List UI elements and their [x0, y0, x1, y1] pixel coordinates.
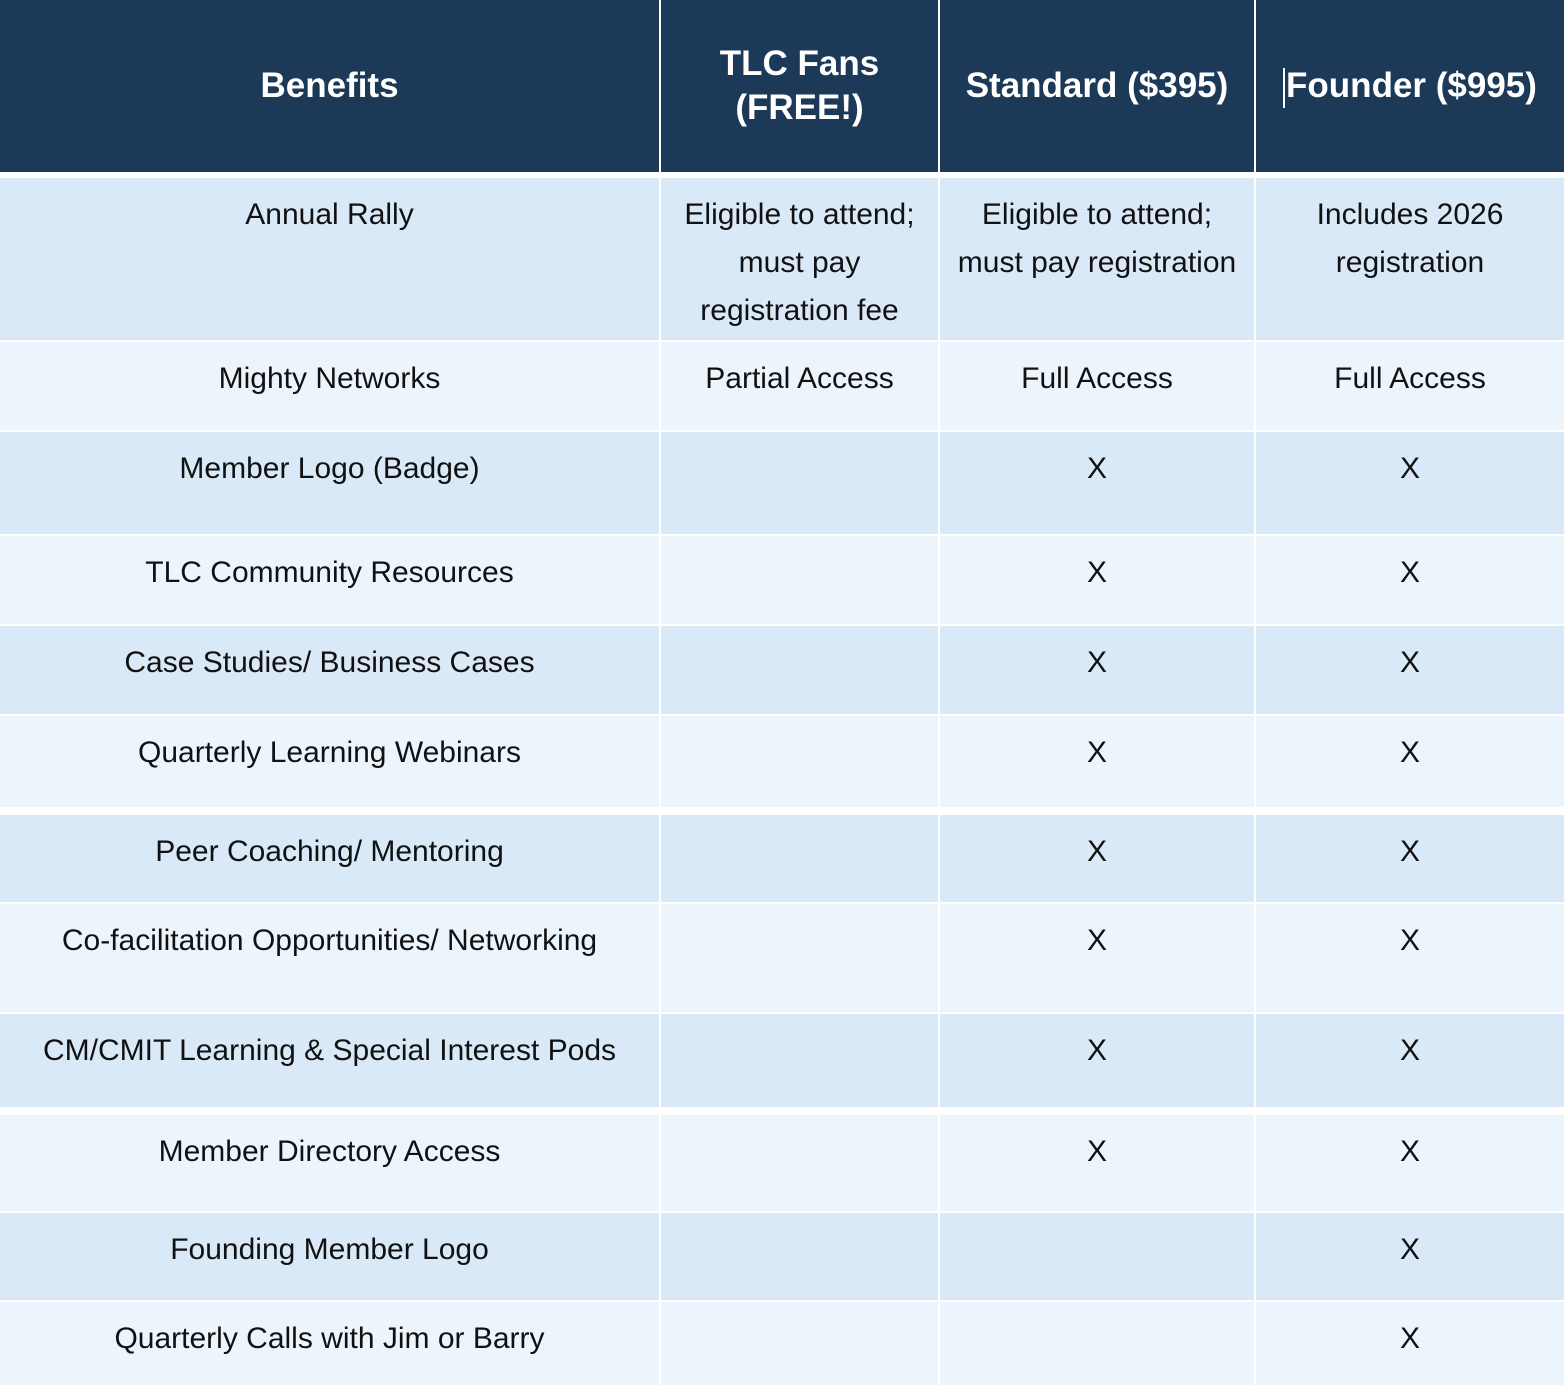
- tlc-fans-cell: [660, 811, 939, 903]
- tlc-fans-cell: [660, 431, 939, 535]
- benefit-cell: Case Studies/ Business Cases: [0, 625, 660, 715]
- founder-cell: X: [1255, 903, 1564, 1013]
- header-benefits: Benefits: [0, 0, 660, 175]
- founder-cell: X: [1255, 1111, 1564, 1212]
- benefit-cell: Quarterly Calls with Jim or Barry: [0, 1301, 660, 1386]
- founder-cell: X: [1255, 535, 1564, 625]
- benefit-cell: CM/CMIT Learning & Special Interest Pods: [0, 1013, 660, 1111]
- tlc-fans-cell: [660, 1111, 939, 1212]
- benefit-cell: Co-facilitation Opportunities/ Networking: [0, 903, 660, 1013]
- table-row: [0, 1212, 1564, 1301]
- benefit-cell: Member Logo (Badge): [0, 431, 660, 535]
- header-founder-label: Founder ($995): [1286, 66, 1537, 105]
- standard-cell: X: [939, 1111, 1255, 1212]
- founder-cell: X: [1255, 811, 1564, 903]
- founder-cell: X: [1255, 1013, 1564, 1111]
- founder-cell: X: [1255, 1301, 1564, 1386]
- tlc-fans-cell: [660, 625, 939, 715]
- tlc-fans-cell: [660, 1301, 939, 1386]
- founder-cell: Full Access: [1255, 341, 1564, 431]
- table-row: [0, 341, 1564, 431]
- standard-cell: X: [939, 1013, 1255, 1111]
- tlc-fans-cell: [660, 715, 939, 811]
- table-row: [0, 903, 1564, 1013]
- table-row: [0, 625, 1564, 715]
- benefit-cell: Quarterly Learning Webinars: [0, 715, 660, 811]
- tlc-fans-cell: [660, 535, 939, 625]
- founder-cell: X: [1255, 431, 1564, 535]
- tlc-fans-cell: [660, 903, 939, 1013]
- table-row: [0, 715, 1564, 811]
- table-row: [0, 175, 1564, 341]
- table-row: [0, 431, 1564, 535]
- standard-cell: X: [939, 811, 1255, 903]
- standard-cell: Full Access: [939, 341, 1255, 431]
- benefit-cell: Mighty Networks: [0, 341, 660, 431]
- founder-cell: Includes 2026 registration: [1255, 175, 1564, 341]
- founder-cell: X: [1255, 715, 1564, 811]
- header-row: [0, 0, 1564, 175]
- table-row: [0, 1111, 1564, 1212]
- tlc-fans-cell: Eligible to attend; must pay registration fee: [660, 175, 939, 341]
- standard-cell: Eligible to attend; must pay registration: [939, 175, 1255, 341]
- tlc-fans-cell: Partial Access: [660, 341, 939, 431]
- table-row: [0, 811, 1564, 903]
- benefit-cell: TLC Community Resources: [0, 535, 660, 625]
- table-row: [0, 1301, 1564, 1386]
- benefit-cell: Annual Rally: [0, 175, 660, 341]
- benefit-cell: Founding Member Logo: [0, 1212, 660, 1301]
- header-standard: Standard ($395): [939, 0, 1255, 175]
- text-cursor: [1283, 68, 1285, 108]
- benefit-cell: Peer Coaching/ Mentoring: [0, 811, 660, 903]
- header-founder: [1255, 0, 1564, 175]
- benefit-cell: Member Directory Access: [0, 1111, 660, 1212]
- header-tlc-fans: TLC Fans (FREE!): [660, 0, 939, 175]
- standard-cell: [939, 1212, 1255, 1301]
- standard-cell: X: [939, 625, 1255, 715]
- standard-cell: [939, 1301, 1255, 1386]
- standard-cell: X: [939, 715, 1255, 811]
- tlc-fans-cell: [660, 1212, 939, 1301]
- tlc-fans-cell: [660, 1013, 939, 1111]
- standard-cell: X: [939, 535, 1255, 625]
- standard-cell: X: [939, 903, 1255, 1013]
- founder-cell: X: [1255, 1212, 1564, 1301]
- table-row: [0, 535, 1564, 625]
- founder-cell: X: [1255, 625, 1564, 715]
- standard-cell: X: [939, 431, 1255, 535]
- table-row: [0, 1013, 1564, 1111]
